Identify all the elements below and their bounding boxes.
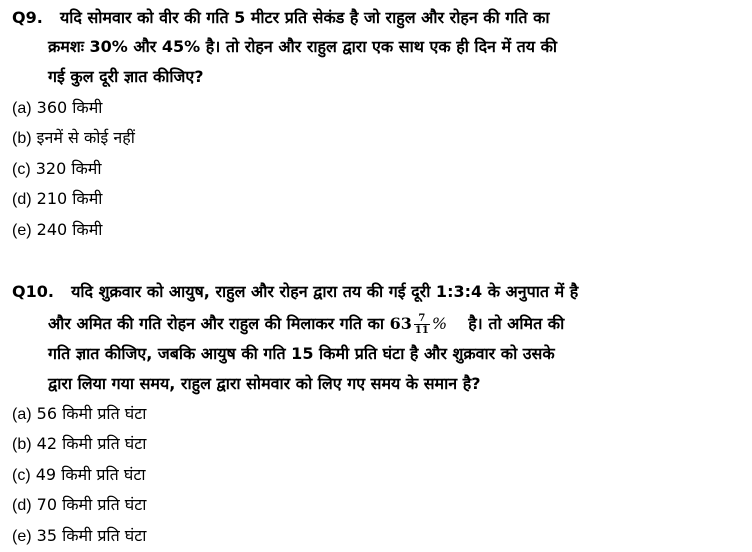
q9-text-1: यदि सोमवार को वीर की गति 5 मीटर प्रति सेकंड है जो राहुल और रोहन की गति का [59,8,550,27]
percent-sign: % [431,314,448,333]
option-text: 49 किमी प्रति घंटा [35,465,146,484]
q10-line-3: गति ज्ञात कीजिए, जबकि आयुष की गति 15 किमी प्रति घंटा है और शुक्रवार को उसके [48,344,555,363]
q10-option-c[interactable] [12,465,146,486]
q9-option-c[interactable] [12,159,102,180]
q10-option-d[interactable] [12,495,146,516]
q10-text-1: यदि शुक्रवार को आयुष, राहुल और रोहन द्वारा तय की गई दूरी 1:3:4 के अनुपात में है [71,282,579,301]
q9-option-a[interactable] [12,98,102,119]
option-label: (a) [12,100,32,117]
fraction-denominator: 11 [414,325,429,336]
option-text: 70 किमी प्रति घंटा [36,495,147,514]
option-label: (d) [12,497,32,514]
q10-option-b[interactable] [12,434,146,455]
q9-line-3: गई कुल दूरी ज्ञात कीजिए? [48,67,204,86]
q9-number: Q9. [12,8,43,27]
option-label: (d) [12,191,32,208]
option-text: 42 किमी प्रति घंटा [36,434,147,453]
q10-option-e[interactable] [12,526,146,547]
mixed-fraction [389,313,453,336]
option-label: (a) [12,406,32,423]
q10-number: Q10. [12,282,54,301]
q9-line-1 [12,8,550,28]
fraction-numerator: 7 [414,313,430,325]
option-label: (e) [12,222,32,239]
option-text: 56 किमी प्रति घंटा [36,404,147,423]
fraction [414,313,430,336]
option-text: इनमें से कोई नहीं [36,128,135,147]
q10-line-1 [12,282,578,302]
option-text: 210 किमी [36,189,103,208]
option-label: (b) [12,436,32,453]
option-text: 360 किमी [36,98,103,117]
q9-option-b[interactable] [12,128,135,149]
q10-text-2b: है। तो अमित की [468,314,565,333]
q10-line-4: द्वारा लिया गया समय, राहुल द्वारा सोमवार को लिए गए समय के समान है? [48,374,481,393]
q10-text-2a: और अमित की गति रोहन और राहुल की मिलाकर गति का [48,314,385,333]
q9-option-e[interactable] [12,220,102,241]
q9-line-2: क्रमशः 30% और 45% है। तो रोहन और राहुल द्वारा एक साथ एक ही दिन में तय की [48,37,558,56]
q10-option-a[interactable] [12,404,146,425]
option-label: (c) [12,161,31,178]
option-text: 320 किमी [35,159,102,178]
q10-line-2 [48,312,564,336]
option-text: 35 किमी प्रति घंटा [36,526,147,545]
option-text: 240 किमी [36,220,103,239]
mixed-whole: 63 [389,314,412,333]
option-label: (c) [12,467,31,484]
q9-option-d[interactable] [12,189,102,210]
option-label: (e) [12,528,32,545]
option-label: (b) [12,130,32,147]
